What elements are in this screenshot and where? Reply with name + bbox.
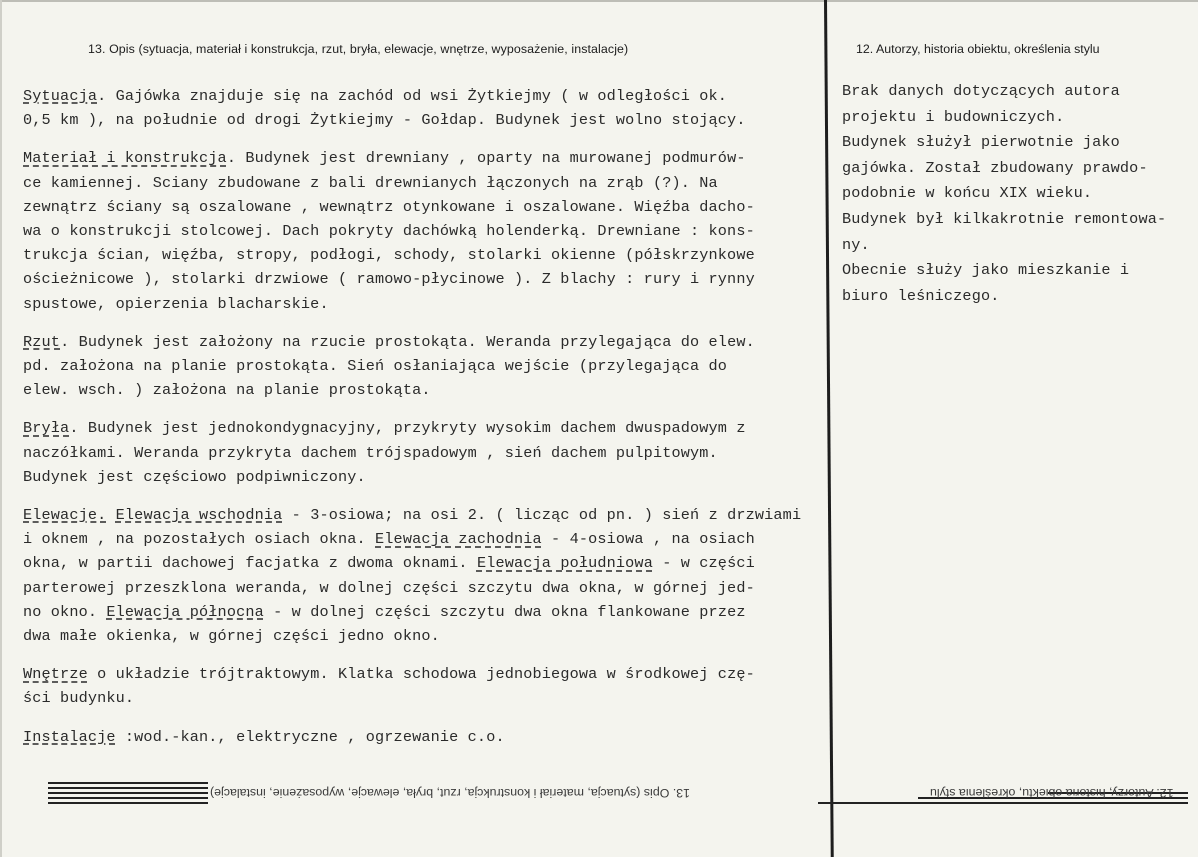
heading-bryla: Bryła [23,419,70,438]
heading-elewacje: Elewacje. [23,506,107,525]
paragraph-elewacje: Elewacje. Elewacja wschodnia - 3-osiowa; na osi 2. ( licząc od pn. ) sień z drzwiami i oknem , na pozostałych osiach okna. Elewacja zachodnia - 4-osiowa , na osiach okna, w partii dachowej facjatka z dwoma oknami. Elewacja południowa - w części parterowej przeszklona weranda, w dolnej części szczytu dwa okna, w górnej jed- no okno. Elewacja północna - w dolnej części szczytu dwa okna flankowane przez dwa małe okienka, w górnej części jedno okno. [23,506,802,646]
heading-instalacje: Instalacje [23,727,116,746]
paragraph-rzut: Rzut. Budynek jest założony na rzucie prostokąta. Weranda przylegająca do elew. pd. założona na planie prostokąta. Sień osłaniająca wejście (przylegająca do elew. wsch. ) założona na planie prostokąta. [23,332,755,400]
heading-elewacja-zachodnia: Elewacja zachodnia [375,530,542,549]
paragraph-wnetrze: Wnętrze o układzie trójtraktowym. Klatka schodowa jednobiegowa w środkowej czę- ści budynku. [23,665,755,708]
paragraph-sytuacja: Sytuacja. Gajówka znajduje się na zachód od wsi Żytkiejmy ( w odległości ok. 0,5 km ), na południe od drogi Żytkiejmy - Gołdap. Budynek jest wolno stojący. [23,87,746,130]
description-column [23,84,831,763]
history-text: Brak danych dotyczących autora projektu i budowniczych. Budynek służył pierwotnie jako gajówka. Został zbudowany prawdo- podobnie w końcu XIX wieku. Budynek był kilkakrotnie remontowa- ny. Obecnie służy jako mieszkanie i biuro leśniczego. [842,82,1167,305]
card-left-edge [0,0,2,857]
history-column [842,79,1192,309]
paragraph-bryla: Bryła. Budynek jest jednokondygnacyjny, przykryty wysokim dachem dwuspadowym z naczółkami. Weranda przykryta dachem trójspadowym , sień dachem pulpitowym. Budynek jest częściowo podpiwniczony. [23,419,746,486]
section-12-header: 12. Autorzy, historia obiektu, określenia stylu [856,42,1100,56]
heading-rzut: Rzut [23,332,61,351]
heading-elewacja-poludniowa: Elewacja południowa [476,554,653,573]
heading-material: Materiał i konstrukcja [23,149,227,168]
heading-sytuacja: Sytuacja [23,87,98,105]
paragraph-material: Materiał i konstrukcja. Budynek jest drewniany , oparty na murowanej podmurów- ce kamiennej. Sciany zbudowane z bali drewnianych łączonych na zrąb (?). Na zewnątrz ściany są oszalowane , wewnątrz otynkowane i oszalowane. Więźba dacho- wa o konstrukcji stolcowej. Dach pokryty dachówką holenderką. Drewniane : kons- trukcja ścian, więźba, stropy, podłogi, schody, stolarki okienne (półskrzynkowe ościeżnicowe ), stolarki drzwiowe ( ramowo-płycinowe ). Z blachy : rury i rynny spustowe, opierzenia blacharskie. [23,149,755,313]
heading-elewacja-wschodnia: Elewacja wschodnia [115,506,283,525]
mirrored-bleed-left: 13. Opis (sytuacja, materiał i konstrukcja, rzut, bryła, elewacje, wyposażenie, instalacje) [210,786,690,800]
heading-wnetrze: Wnętrze [23,665,88,684]
paragraph-instalacje: Instalacje :wod.-kan., elektryczne , ogrzewanie c.o. [23,727,505,746]
mirrored-bleed-right: 12. Autorzy, historia obiektu, określenia stylu [930,786,1174,800]
heading-elewacja-polnocna: Elewacja północna [106,602,264,621]
section-13-header: 13. Opis (sytuacja, materiał i konstrukcja, rzut, bryła, elewacje, wnętrze, wyposażenie, instalacje) [88,42,629,56]
card-top-edge [0,0,1198,2]
